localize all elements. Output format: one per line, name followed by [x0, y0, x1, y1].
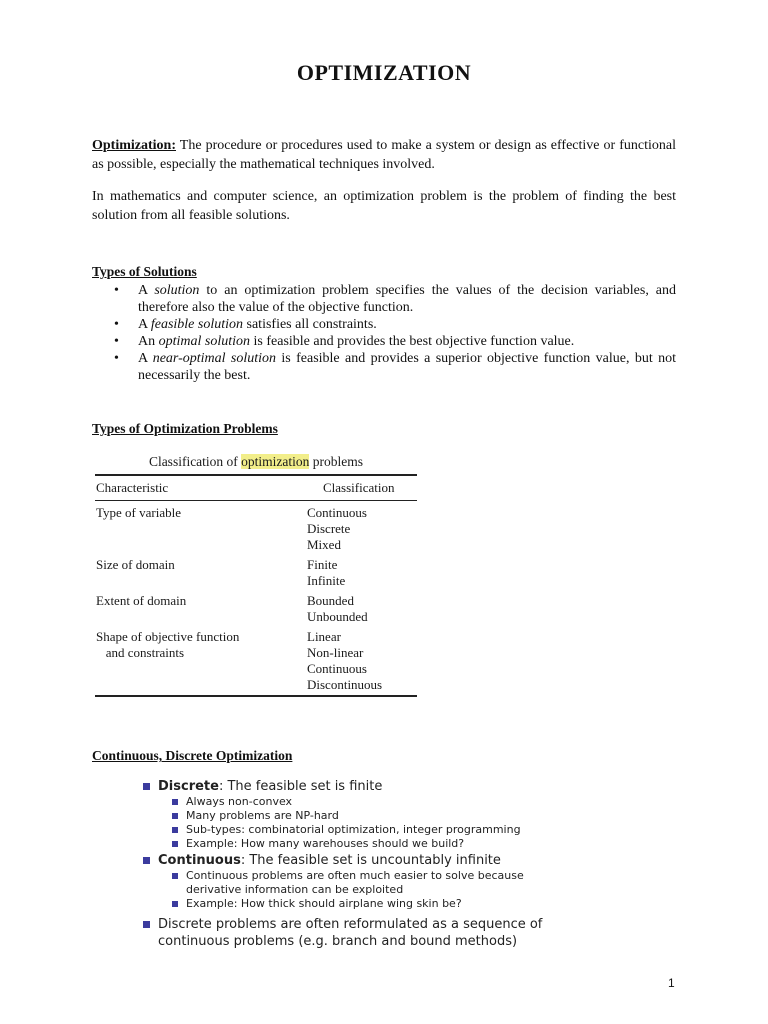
square-bullet-icon	[172, 873, 178, 879]
optimal-solution-term: optimal solution	[158, 334, 251, 349]
square-bullet-icon	[143, 857, 150, 864]
row-classes: Linear Non-linear Continuous Discontinuous	[307, 629, 383, 692]
row-classes: Bounded Unbounded	[307, 593, 368, 624]
continuous-discrete-heading: Continuous, Discrete Optimization	[92, 748, 293, 763]
row-characteristic: Extent of domain	[96, 593, 187, 608]
types-of-problems-heading: Types of Optimization Problems	[92, 421, 278, 436]
square-bullet-icon	[172, 827, 178, 833]
square-bullet-icon	[172, 841, 178, 847]
definition-term: Optimization:	[92, 138, 176, 153]
list-item: Continuous problems are often much easier to solve because derivative information can be exploited	[140, 869, 560, 897]
table-top-rule	[95, 474, 417, 476]
list-item: Many problems are NP-hard	[140, 809, 560, 823]
list-item: • A solution to an optimization problem specifies the values of the decision variables, and therefore also the value of the objective function.	[114, 283, 677, 315]
list-item: Always non-convex	[140, 795, 560, 809]
table-header-rule	[95, 500, 417, 501]
row-characteristic: Type of variable	[96, 505, 181, 520]
list-item: Sub-types: combinatorial optimization, integer programming	[140, 823, 560, 837]
square-bullet-icon	[172, 799, 178, 805]
list-item: Example: How many warehouses should we build?	[140, 837, 560, 851]
list-item: Example: How thick should airplane wing skin be?	[140, 897, 560, 911]
feasible-solution-term: feasible solution	[150, 317, 244, 332]
row-classes: Finite Infinite	[307, 557, 346, 588]
table-caption: Classification of optimization problems	[148, 454, 364, 469]
list-item: • A near-optimal solution is feasible and provides a superior objective function value, but not necessarily the best.	[114, 351, 676, 383]
intro-paragraph: In mathematics and computer science, an optimization problem is the problem of finding the best solution from all feasible solutions.	[92, 189, 676, 223]
page-title: OPTIMIZATION	[296, 60, 472, 85]
list-item: • A feasible solution satisfies all constraints.	[114, 317, 377, 332]
slide-block	[140, 778, 560, 950]
column-header-classification: Classification	[323, 480, 395, 495]
definition-text: The procedure or procedures used to make a system or design as effective or functional as possible, especially the mathematical techniques involved.	[92, 138, 676, 172]
square-bullet-icon	[143, 921, 150, 928]
types-of-solutions-heading: Types of Solutions	[92, 264, 197, 279]
list-item: • An optimal solution is feasible and provides the best objective function value.	[114, 334, 575, 349]
discrete-item: Discrete: The feasible set is finite	[140, 778, 560, 795]
definition-paragraph	[92, 136, 676, 174]
square-bullet-icon	[143, 783, 150, 790]
near-optimal-solution-term: near-optimal solution	[152, 351, 277, 366]
classification-table	[95, 448, 417, 698]
highlighted-word: optimization	[241, 454, 310, 469]
row-classes: Continuous Discrete Mixed	[307, 505, 367, 552]
row-characteristic: Shape of objective function and constraints	[96, 629, 240, 660]
row-characteristic: Size of domain	[96, 557, 175, 572]
table-bottom-rule	[95, 695, 417, 697]
page-number: 1	[668, 976, 675, 990]
square-bullet-icon	[172, 813, 178, 819]
continuous-item: Continuous: The feasible set is uncountably infinite	[140, 852, 560, 869]
note-item: Discrete problems are often reformulated as a sequence of continuous problems (e.g. branch and bound methods)	[140, 916, 560, 950]
square-bullet-icon	[172, 901, 178, 907]
solutions-list	[92, 282, 676, 384]
column-header-characteristic: Characteristic	[96, 480, 169, 495]
solution-term: solution	[154, 283, 200, 298]
